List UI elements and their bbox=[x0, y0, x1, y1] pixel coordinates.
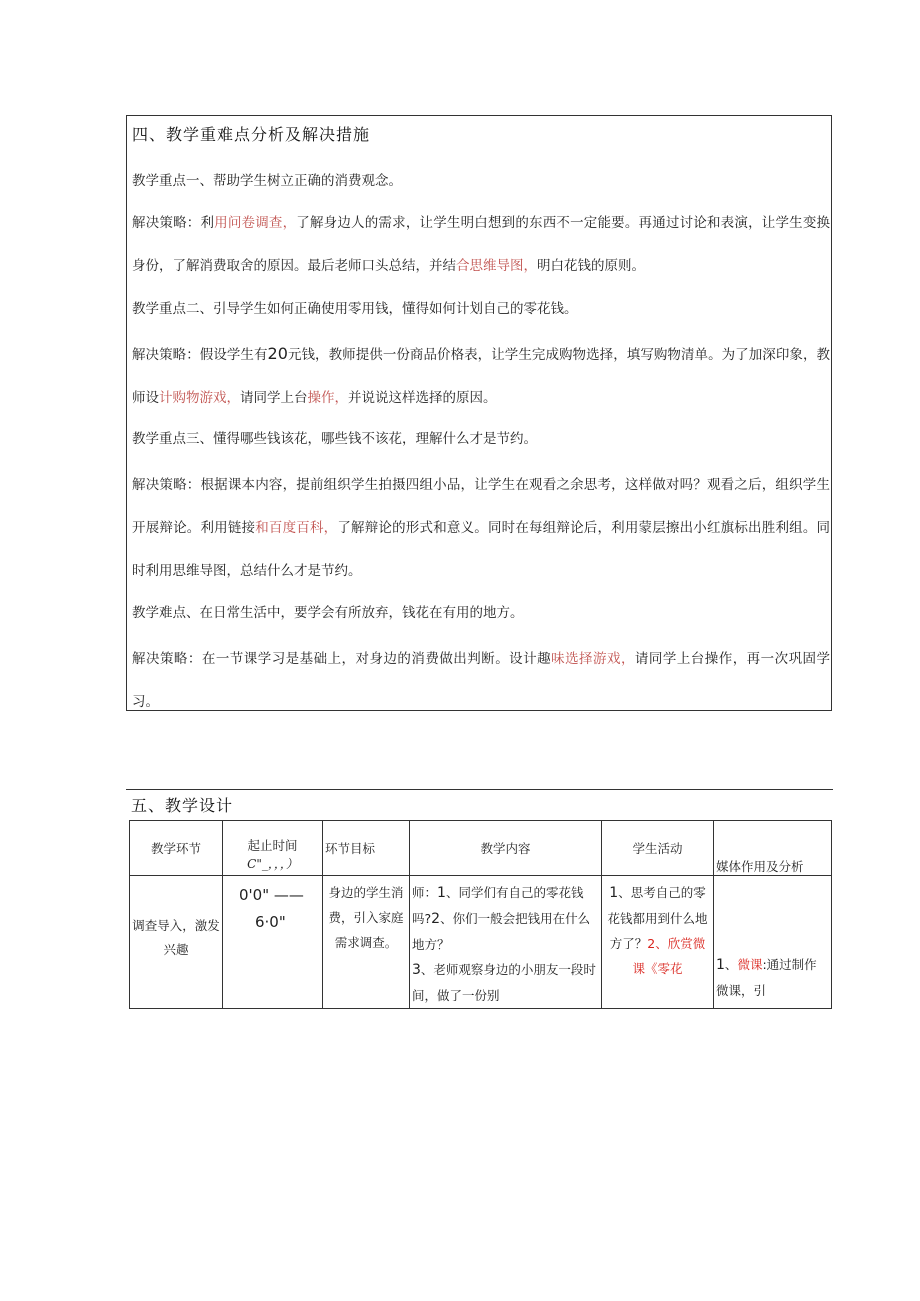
row-activity bbox=[602, 876, 714, 1009]
media-desc: :通过制作微课，引 bbox=[716, 957, 817, 998]
header-goal: 环节目标 bbox=[323, 821, 410, 876]
header-stage: 教学环节 bbox=[130, 821, 223, 876]
strategy-3 bbox=[132, 464, 830, 593]
strategy-text: 在一节课学习是基础上，对身边的消费做出判断。设计趣 bbox=[201, 651, 552, 667]
highlight-shopping-game: 计购物游戏， bbox=[159, 390, 240, 406]
time-start: 0'0" bbox=[239, 886, 270, 904]
strategy-4 bbox=[132, 638, 830, 724]
media-microcourse: 微课 bbox=[737, 957, 763, 972]
strategy-text: 请同学上台操作，再一次巩固学习。 bbox=[132, 651, 831, 710]
strategy-label: 解决策略： bbox=[132, 215, 201, 231]
key-points-box bbox=[126, 115, 832, 711]
content-teacher: 师： bbox=[412, 885, 438, 900]
header-activity: 学生活动 bbox=[602, 821, 714, 876]
section5-heading: 五、教学设计 bbox=[131, 796, 234, 815]
strategy-text: 假设学生有 bbox=[199, 347, 268, 363]
content-num-1: 1 bbox=[437, 885, 446, 901]
strategy-text: 了解身边人的需求，让学生明白想到的东西不一定能要。再通过讨论和表演，让学生变换身份，了解消费取舍的原因。最后老师口头总结，并结 bbox=[132, 215, 831, 274]
strategy-label: 解决策略： bbox=[132, 477, 201, 493]
strategy-2 bbox=[132, 332, 830, 420]
strategy-text: 明白花钱的原则。 bbox=[537, 258, 645, 274]
strategy-text: 请同学上台 bbox=[240, 390, 308, 406]
time-dash: —— bbox=[273, 886, 304, 904]
highlight-operate: 操作， bbox=[307, 390, 348, 406]
key-difficulty: 教学难点、在日常生活中，要学会有所放弃，钱花在有用的地方。 bbox=[132, 605, 524, 621]
header-media: 媒体作用及分析 bbox=[714, 821, 832, 876]
media-num-1: 1 bbox=[716, 957, 725, 973]
activity-1: 、思考自己的零花钱都用到什么地方了？ bbox=[607, 885, 708, 951]
highlight-survey: 用问卷调查， bbox=[214, 215, 297, 231]
row-time bbox=[223, 876, 323, 1009]
header-time-label: 起止时间 bbox=[247, 838, 298, 853]
strategy-text: 元钱，教师提供一份商品价格表，让学生完成购物选择，填写购物清单。为了加深印象，教师设 bbox=[132, 347, 831, 406]
table-header-row bbox=[130, 821, 832, 876]
strategy-1 bbox=[132, 202, 830, 288]
strategy-label: 解决策略： bbox=[132, 651, 202, 667]
strategy-label: 解决策略： bbox=[132, 347, 200, 363]
content-q3: 、老师观察身边的小朋友一段时间，做了一份别 bbox=[412, 962, 596, 1003]
row-content bbox=[410, 876, 602, 1009]
activity-2: 2、欣赏微课《零花 bbox=[632, 936, 706, 976]
row-goal: 身边的学生消费，引入家庭需求调查。 bbox=[323, 876, 410, 1009]
key-point-2: 教学重点二、引导学生如何正确使用零用钱，懂得如何计划自己的零花钱。 bbox=[132, 301, 578, 317]
content-num-3: 3 bbox=[412, 962, 421, 978]
strategy-text: 了解辩论的形式和意义。同时在每组辩论后，利用蒙层擦出小红旗标出胜利组。同时利用思维导图，总结什么才是节约。 bbox=[132, 520, 831, 579]
activity-num-1: 1 bbox=[609, 885, 619, 901]
section-divider bbox=[126, 789, 833, 790]
teaching-design-table bbox=[129, 820, 832, 1009]
table-row bbox=[130, 876, 832, 1009]
strategy-text: 利 bbox=[200, 215, 215, 231]
highlight-mindmap: 合思维导图， bbox=[456, 258, 537, 274]
amount-number: 20 bbox=[267, 344, 288, 363]
header-content: 教学内容 bbox=[410, 821, 602, 876]
key-point-1: 教学重点一、帮助学生树立正确的消费观念。 bbox=[132, 173, 402, 189]
media-sep: 、 bbox=[724, 957, 738, 972]
header-time bbox=[223, 821, 323, 876]
highlight-choice-game: 味选择游戏， bbox=[551, 651, 635, 667]
strategy-text: 根据课本内容，提前组织学生拍摄四组小品，让学生在观看之余思考，这样做对吗？观看之后，组织学生开展辩论。利用链接 bbox=[132, 477, 831, 536]
content-q2: 、你们一般会把钱用在什么地方？ bbox=[412, 911, 591, 952]
row-media bbox=[714, 876, 832, 1009]
content-num-2: 2 bbox=[431, 911, 441, 927]
content-q1: 、同学们有自己的零花钱吗? bbox=[412, 885, 584, 926]
time-end: 6·0" bbox=[255, 913, 286, 931]
key-point-3: 教学重点三、懂得哪些钱该花，哪些钱不该花，理解什么才是节约。 bbox=[132, 431, 537, 447]
highlight-baidu: 和百度百科， bbox=[255, 520, 338, 536]
row-stage: 调查导入，激发兴趣 bbox=[130, 876, 223, 1009]
header-time-format: C"_，，，） bbox=[247, 857, 298, 871]
strategy-text: 并说说这样选择的原因。 bbox=[348, 390, 497, 406]
section4-heading: 四、教学重难点分析及解决措施 bbox=[132, 125, 371, 144]
